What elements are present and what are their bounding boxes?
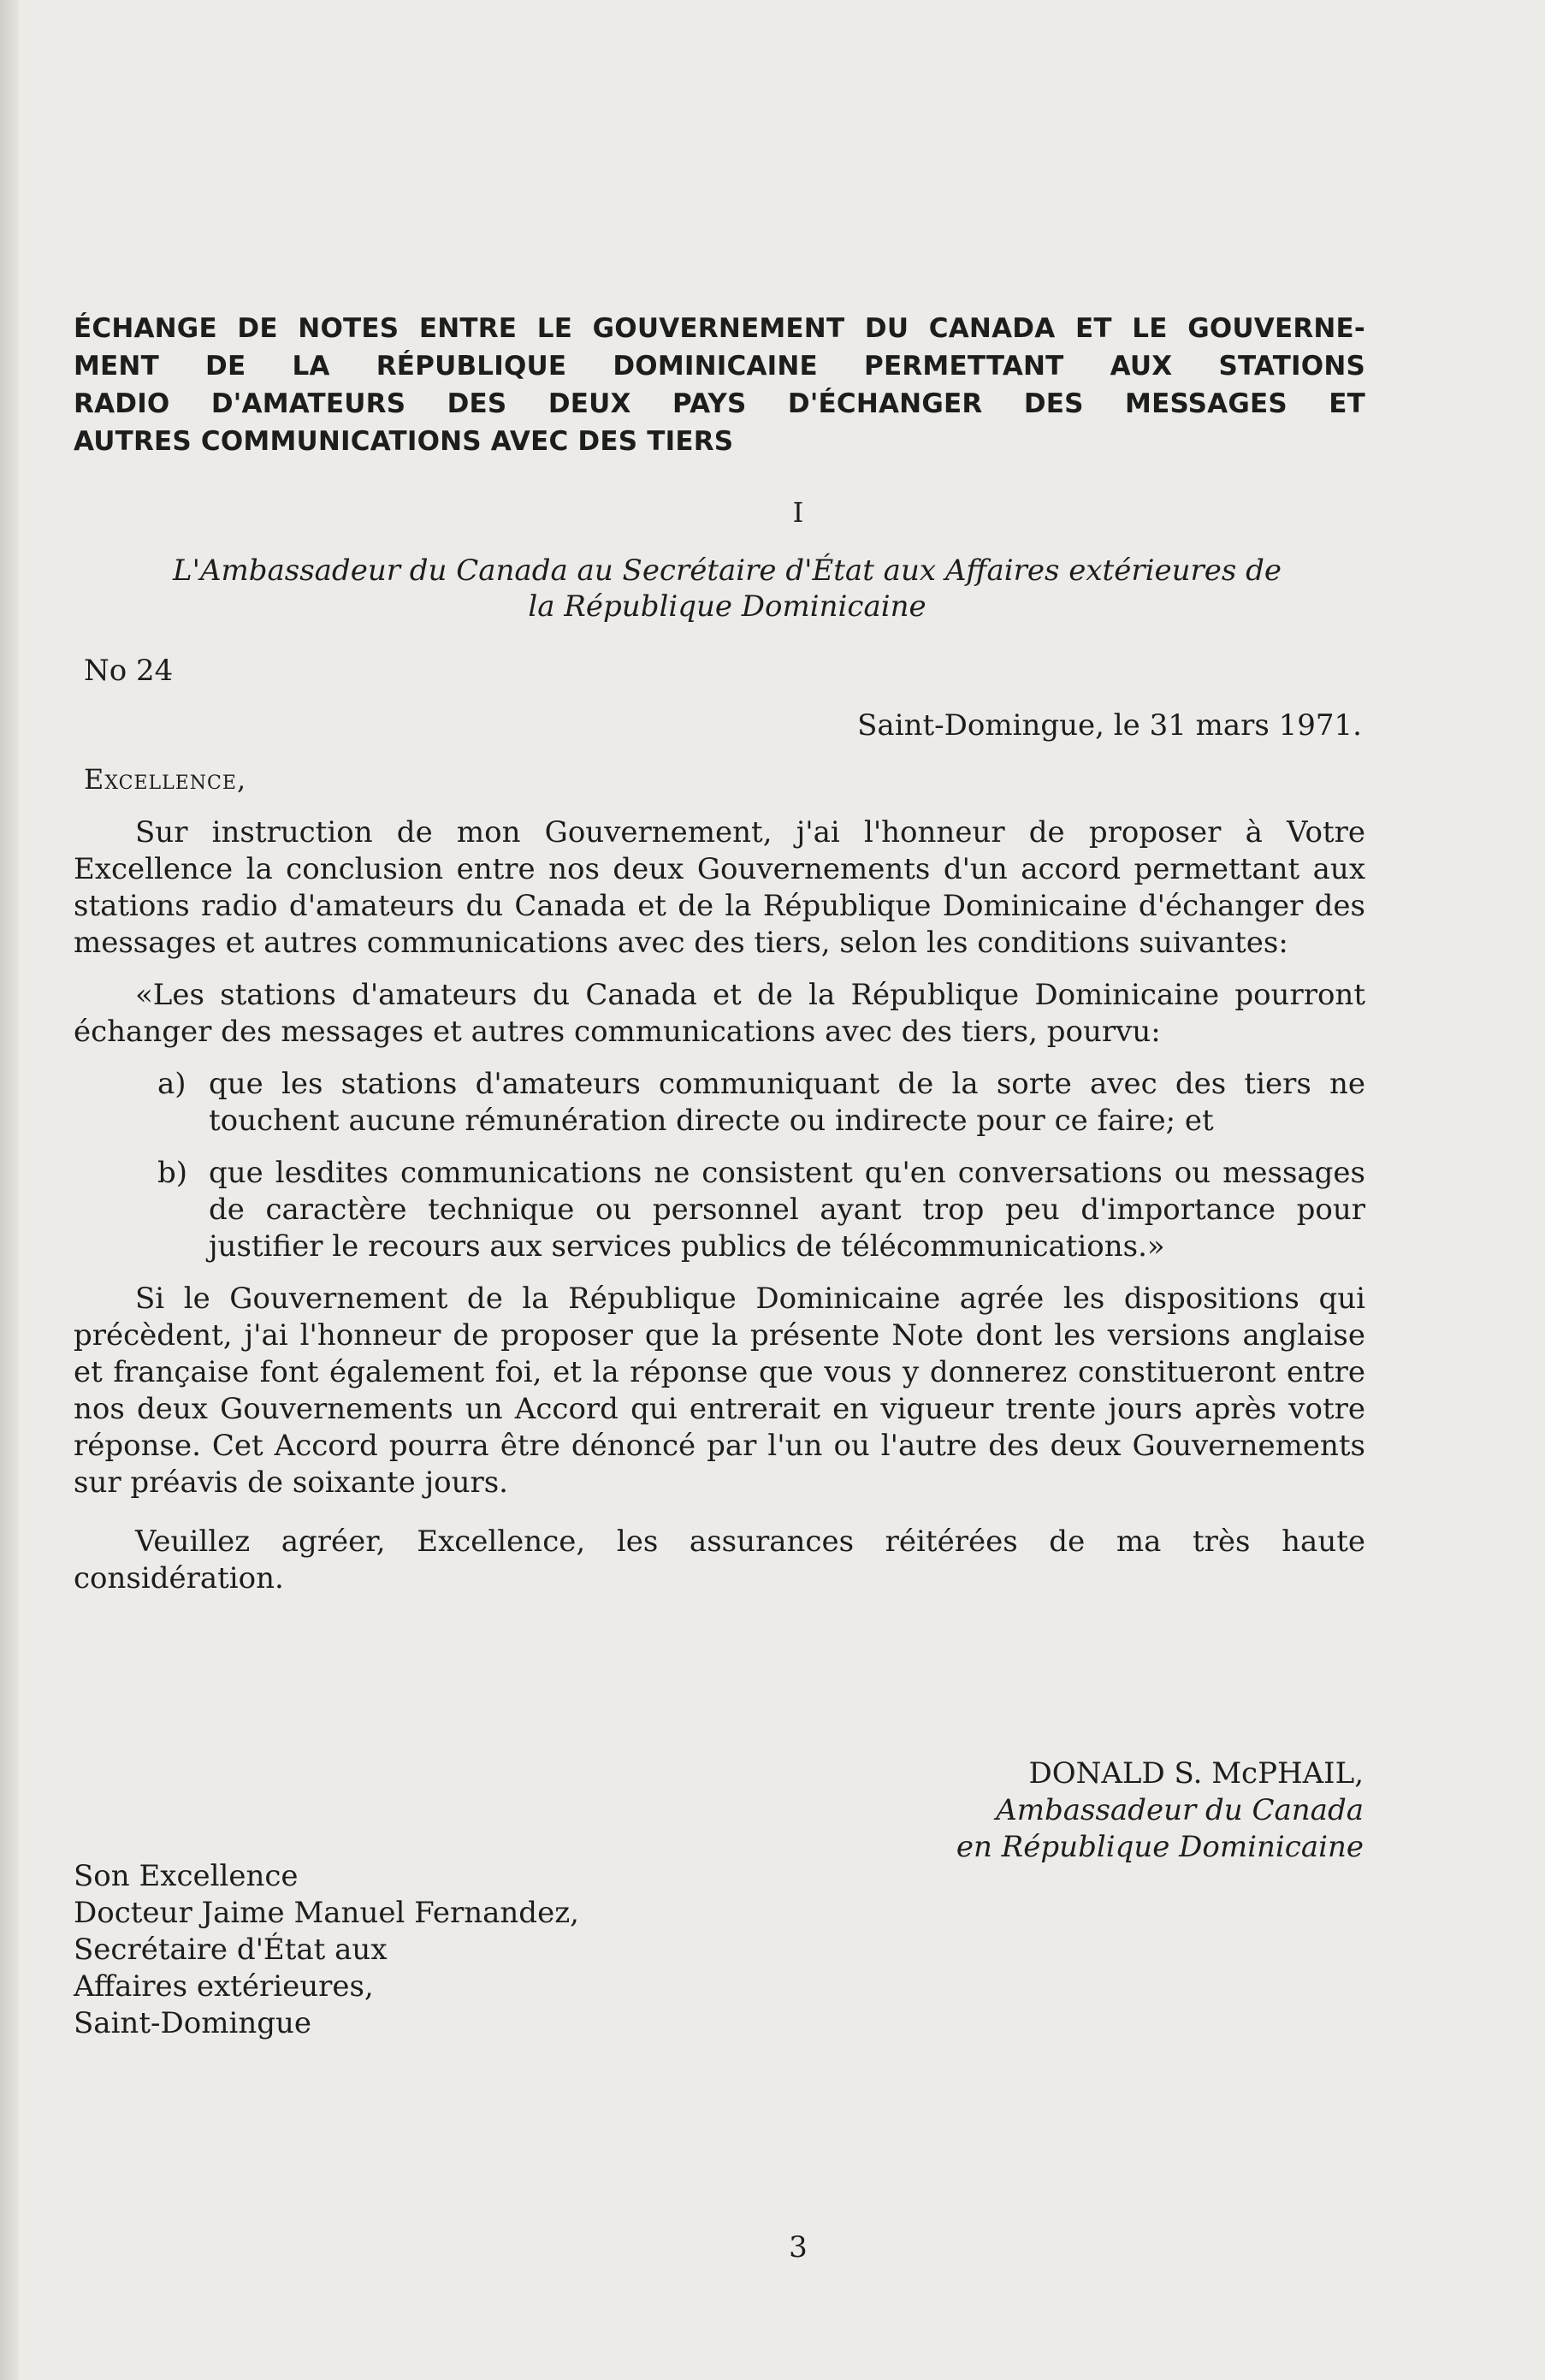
list-item-label: a) — [157, 1067, 186, 1101]
address-line: Secrétaire d'État aux — [74, 1933, 388, 1967]
document-title — [74, 310, 1365, 460]
signatory-title: en République Dominicaine — [956, 1830, 1364, 1864]
section-number: I — [792, 496, 804, 529]
note-number: No 24 — [84, 654, 174, 688]
salutation: Excellence, — [84, 763, 247, 796]
title-line: MENT DE LA RÉPUBLIQUE DOMINICAINE PERMETTANT AUX STATIONS — [74, 351, 1365, 382]
paragraph: Si le Gouvernement de la République Dominicaine agrée les dispositions qui précèdent, j'ai l'honneur de proposer que la présente Note dont les versions anglaise et française font également foi, et la réponse que vous y donnerez constitueront entre nos deux Gouvernements un Accord qui entrerait en vigueur trente jours après votre réponse. Cet Accord pourra être dénoncé par l'un ou l'autre des deux Gouvernements sur préavis de soixante jours. — [74, 1282, 1365, 1500]
list-item — [74, 1066, 1365, 1140]
address-line: Docteur Jaime Manuel Fernandez, — [74, 1896, 579, 1930]
list-item-text: que les stations d'amateurs communiquant de la sorte avec des tiers ne touchent aucune rémunération directe ou indirecte pour ce faire; et — [209, 1067, 1365, 1138]
closing-paragraph: Veuillez agréer, Excellence, les assurances réitérées de ma très haute considération. — [74, 1525, 1365, 1596]
signatory-name: DONALD S. McPHAIL, — [1028, 1756, 1364, 1791]
heading-line: L'Ambassadeur du Canada au Secrétaire d'État aux Affaires extérieures de — [173, 554, 1282, 588]
title-line: RADIO D'AMATEURS DES DEUX PAYS D'ÉCHANGER DES MESSAGES ET — [74, 388, 1365, 419]
title-line: ÉCHANGE DE NOTES ENTRE LE GOUVERNEMENT DU CANADA ET LE GOUVERNE- — [74, 313, 1365, 344]
title-line: AUTRES COMMUNICATIONS AVEC DES TIERS — [74, 426, 734, 457]
list-item — [74, 1155, 1365, 1265]
letter-heading — [86, 553, 1369, 625]
letter-body — [74, 814, 1365, 1613]
paragraph: «Les stations d'amateurs du Canada et de la République Dominicaine pourront échanger des messages et autres communications avec des tiers, pourvu: — [74, 978, 1365, 1049]
address-line: Son Excellence — [74, 1859, 299, 1893]
heading-line: la République Dominicaine — [528, 589, 926, 624]
recipient-address — [74, 1858, 579, 2042]
list-item-text: que lesdites communications ne consistent qu'en conversations ou messages de caractère technique ou personnel ayant trop peu d'importance pour justifier le recours aux services publics de télécommunications.» — [209, 1156, 1365, 1264]
page-binding-edge — [0, 0, 19, 2380]
list-item-label: b) — [157, 1156, 188, 1190]
address-line: Affaires extérieures, — [74, 1969, 374, 2004]
date-line: Saint-Domingue, le 31 mars 1971. — [857, 708, 1362, 743]
address-line: Saint-Domingue — [74, 2006, 312, 2040]
paragraph: Sur instruction de mon Gouvernement, j'ai l'honneur de proposer à Votre Excellence la conclusion entre nos deux Gouvernements d'un accord permettant aux stations radio d'amateurs du Canada et de la République Dominicaine d'échanger des messages et autres communications avec des tiers, selon les conditions suivantes: — [74, 815, 1365, 960]
signatory-title: Ambassadeur du Canada — [996, 1793, 1364, 1827]
signature-block — [956, 1755, 1364, 1866]
page-number: 3 — [789, 2230, 808, 2265]
